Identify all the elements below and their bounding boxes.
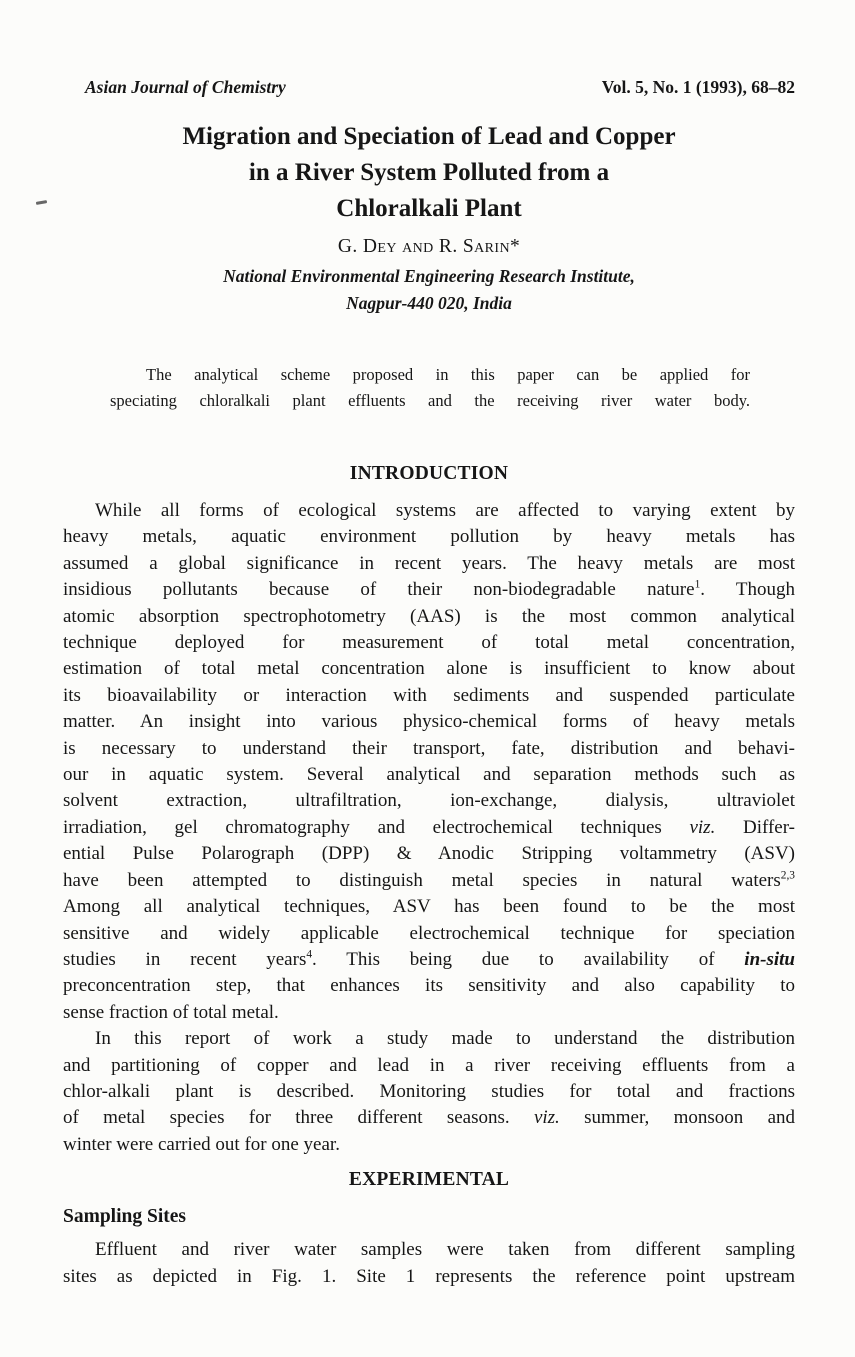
scan-artifact-mark bbox=[36, 200, 47, 205]
paragraph-intro-1 bbox=[63, 498, 795, 1026]
text-line: In this report of work a study made to understand the distribution bbox=[95, 1028, 795, 1050]
article-title bbox=[63, 119, 795, 227]
text-line: winter were carried out for one year. bbox=[63, 1133, 340, 1155]
emphasis-text: viz. bbox=[533, 1107, 560, 1129]
text-line: sense fraction of total metal. bbox=[63, 1001, 279, 1023]
text-line: The analytical scheme proposed in this paper can be applied for bbox=[146, 365, 750, 384]
emphasis-text: in-situ bbox=[744, 948, 795, 970]
text-line: solvent extraction, ultrafiltration, ion-exchange, dialysis, ultraviolet bbox=[63, 790, 795, 812]
text-line: Migration and Speciation of Lead and Copper bbox=[182, 123, 676, 150]
affiliation bbox=[63, 263, 795, 317]
text-line: National Environmental Engineering Research Institute, bbox=[223, 266, 635, 286]
text-line: in a River System Polluted from a bbox=[248, 159, 610, 186]
text-line: our in aquatic system. Several analytical and separation methods such as bbox=[63, 764, 795, 786]
text-line: atomic absorption spectrophotometry (AAS) is the most common analytical bbox=[63, 605, 795, 627]
text-line: of metal species for three different seasons. viz. summer, monsoon and bbox=[63, 1107, 796, 1129]
paragraph-sampling-sites bbox=[63, 1237, 795, 1290]
text-line: ential Pulse Polarograph (DPP) & Anodic Stripping voltammetry (ASV) bbox=[63, 843, 795, 865]
paragraph-intro-2 bbox=[63, 1026, 795, 1158]
superscript-reference: 2,3 bbox=[780, 869, 795, 882]
text-line: sensitive and widely applicable electrochemical technique for speciation bbox=[63, 922, 795, 944]
text-line: Nagpur-440 020, India bbox=[346, 293, 512, 313]
superscript-reference: 4 bbox=[306, 948, 313, 961]
text-line: sites as depicted in Fig. 1. Site 1 represents the reference point upstream bbox=[63, 1265, 795, 1287]
text-line: assumed a global significance in recent years. The heavy metals are most bbox=[63, 552, 795, 574]
experimental-heading: EXPERIMENTAL bbox=[348, 1169, 510, 1191]
text-line: studies in recent years$^4$. This being due to availability of in-situ bbox=[63, 948, 795, 970]
text-line: heavy metals, aquatic environment pollution by heavy metals has bbox=[63, 526, 795, 548]
text-line: matter. An insight into various physico-chemical forms of heavy metals bbox=[63, 711, 795, 733]
text-line: While all forms of ecological systems are affected to varying extent by bbox=[95, 500, 795, 521]
text-line: its bioavailability or interaction with sediments and suspended particulate bbox=[63, 684, 795, 706]
text-line: Chloralkali Plant bbox=[336, 195, 522, 222]
text-line: estimation of total metal concentration alone is insufficient to know about bbox=[63, 658, 795, 680]
emphasis-text: viz. bbox=[689, 816, 716, 838]
sampling-sites-subheading: Sampling Sites bbox=[63, 1206, 186, 1228]
text-line: is necessary to understand their transport, fate, distribution and behavi- bbox=[63, 737, 795, 759]
text-line: preconcentration step, that enhances its sensitivity and also capability to bbox=[63, 975, 795, 997]
superscript-reference: 1 bbox=[694, 578, 701, 591]
text-line: insidious pollutants because of their non-biodegradable nature$^1$. Though bbox=[63, 578, 795, 601]
introduction-heading: INTRODUCTION bbox=[349, 463, 509, 484]
text-line: technique deployed for measurement of total metal concentration, bbox=[63, 632, 795, 654]
journal-header bbox=[63, 77, 795, 98]
text-line: and partitioning of copper and lead in a river receiving effluents from a bbox=[63, 1054, 795, 1076]
text-line: chlor-alkali plant is described. Monitoring studies for total and fractions bbox=[63, 1080, 795, 1102]
text-line: Among all analytical techniques, ASV has been found to be the most bbox=[63, 896, 795, 918]
text-line: irradiation, gel chromatography and electrochemical techniques viz. Differ- bbox=[63, 816, 795, 838]
text-line: have been attempted to distinguish metal species in natural waters$^{2,3}$ bbox=[63, 869, 795, 891]
text-line: speciating chloralkali plant effluents and the receiving river water body. bbox=[110, 391, 750, 410]
issue-info: Vol. 5, No. 1 (1993), 68–82 bbox=[601, 77, 795, 97]
journal-name: Asian Journal of Chemistry bbox=[85, 77, 286, 97]
abstract bbox=[110, 362, 750, 414]
text-line: Effluent and river water samples were taken from different sampling bbox=[95, 1239, 795, 1261]
authors-line: G. Dey and R. Sarin* bbox=[337, 236, 521, 257]
